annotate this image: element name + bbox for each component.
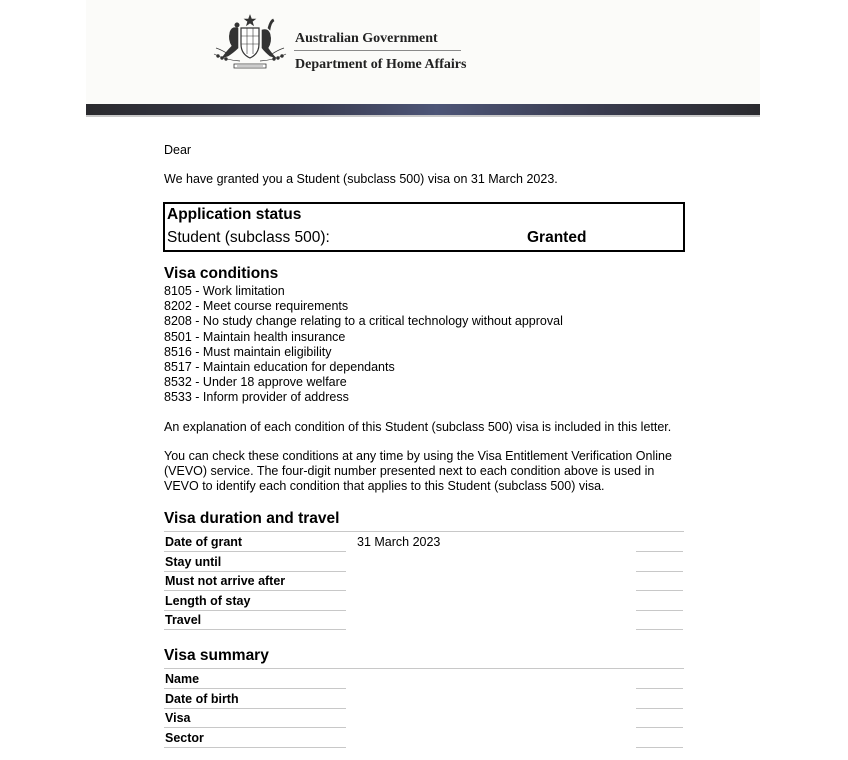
row-value: 31 March 2023 (357, 535, 441, 549)
header-divider (294, 50, 461, 51)
row-label: Visa (165, 711, 191, 725)
table-row (164, 690, 684, 709)
vevo-text-line-3: VEVO to identify each condition that applies to this Student (subclass 500) visa. (164, 479, 605, 493)
vevo-text-line-2: (VEVO) service. The four-digit number presented next to each condition above is used in (164, 464, 655, 478)
condition-item: 8202 - Meet course requirements (164, 299, 349, 314)
row-label: Length of stay (165, 594, 251, 608)
visa-summary-title: Visa summary (164, 647, 269, 664)
header-band-shadow (86, 115, 760, 117)
row-label: Sector (165, 731, 204, 745)
row-divider (636, 590, 683, 591)
table-row (164, 572, 684, 591)
visa-conditions-title: Visa conditions (164, 265, 279, 282)
table-row (164, 553, 684, 572)
row-divider (164, 688, 346, 689)
condition-item: 8516 - Must maintain eligibility (164, 344, 332, 359)
row-divider (636, 688, 683, 689)
row-label: Name (165, 672, 200, 686)
application-status-label: Student (subclass 500): (167, 229, 330, 246)
row-label: Travel (165, 613, 202, 627)
condition-item: 8501 - Maintain health insurance (164, 329, 346, 344)
grant-intro: We have granted you a Student (subclass 500) visa on 31 March 2023. (164, 172, 558, 186)
visa-conditions-list (164, 284, 563, 406)
row-label: Date of grant (165, 535, 243, 549)
condition-item: 8532 - Under 18 approve welfare (164, 375, 347, 390)
row-divider (164, 551, 346, 552)
vevo-text-line-1: You can check these conditions at any time by using the Visa Entitlement Verification Online (164, 449, 672, 463)
row-divider (164, 747, 346, 748)
visa-duration-title: Visa duration and travel (164, 510, 340, 527)
table-row (164, 709, 684, 728)
row-divider (636, 551, 683, 552)
table-row (164, 533, 684, 552)
section-divider (164, 668, 684, 669)
row-divider (636, 629, 683, 630)
salutation: Dear (164, 143, 192, 157)
table-row (164, 592, 684, 611)
row-divider (636, 727, 683, 728)
letterhead (86, 0, 760, 104)
table-row (164, 670, 684, 689)
row-divider (164, 590, 346, 591)
table-row (164, 729, 684, 748)
condition-item: 8105 - Work limitation (164, 284, 285, 298)
table-row (164, 611, 684, 630)
conditions-explanation: An explanation of each condition of this Student (subclass 500) visa is included in this letter. (164, 420, 672, 434)
condition-item: 8533 - Inform provider of address (164, 390, 349, 405)
application-status-title: Application status (167, 206, 302, 223)
row-divider (164, 629, 346, 630)
condition-item: 8517 - Maintain education for dependants (164, 359, 395, 374)
row-divider (164, 727, 346, 728)
government-title: Australian Government (295, 31, 438, 46)
application-status-box (163, 202, 685, 252)
row-label: Must not arrive after (165, 574, 286, 588)
row-label: Date of birth (165, 692, 239, 706)
row-divider (636, 747, 683, 748)
coat-of-arms-logo (210, 14, 290, 72)
application-status-value: Granted (527, 229, 587, 246)
department-title: Department of Home Affairs (295, 57, 467, 72)
header-band (86, 104, 760, 115)
condition-item: 8208 - No study change relating to a critical technology without approval (164, 314, 563, 329)
row-label: Stay until (165, 555, 222, 569)
section-divider (164, 531, 684, 532)
